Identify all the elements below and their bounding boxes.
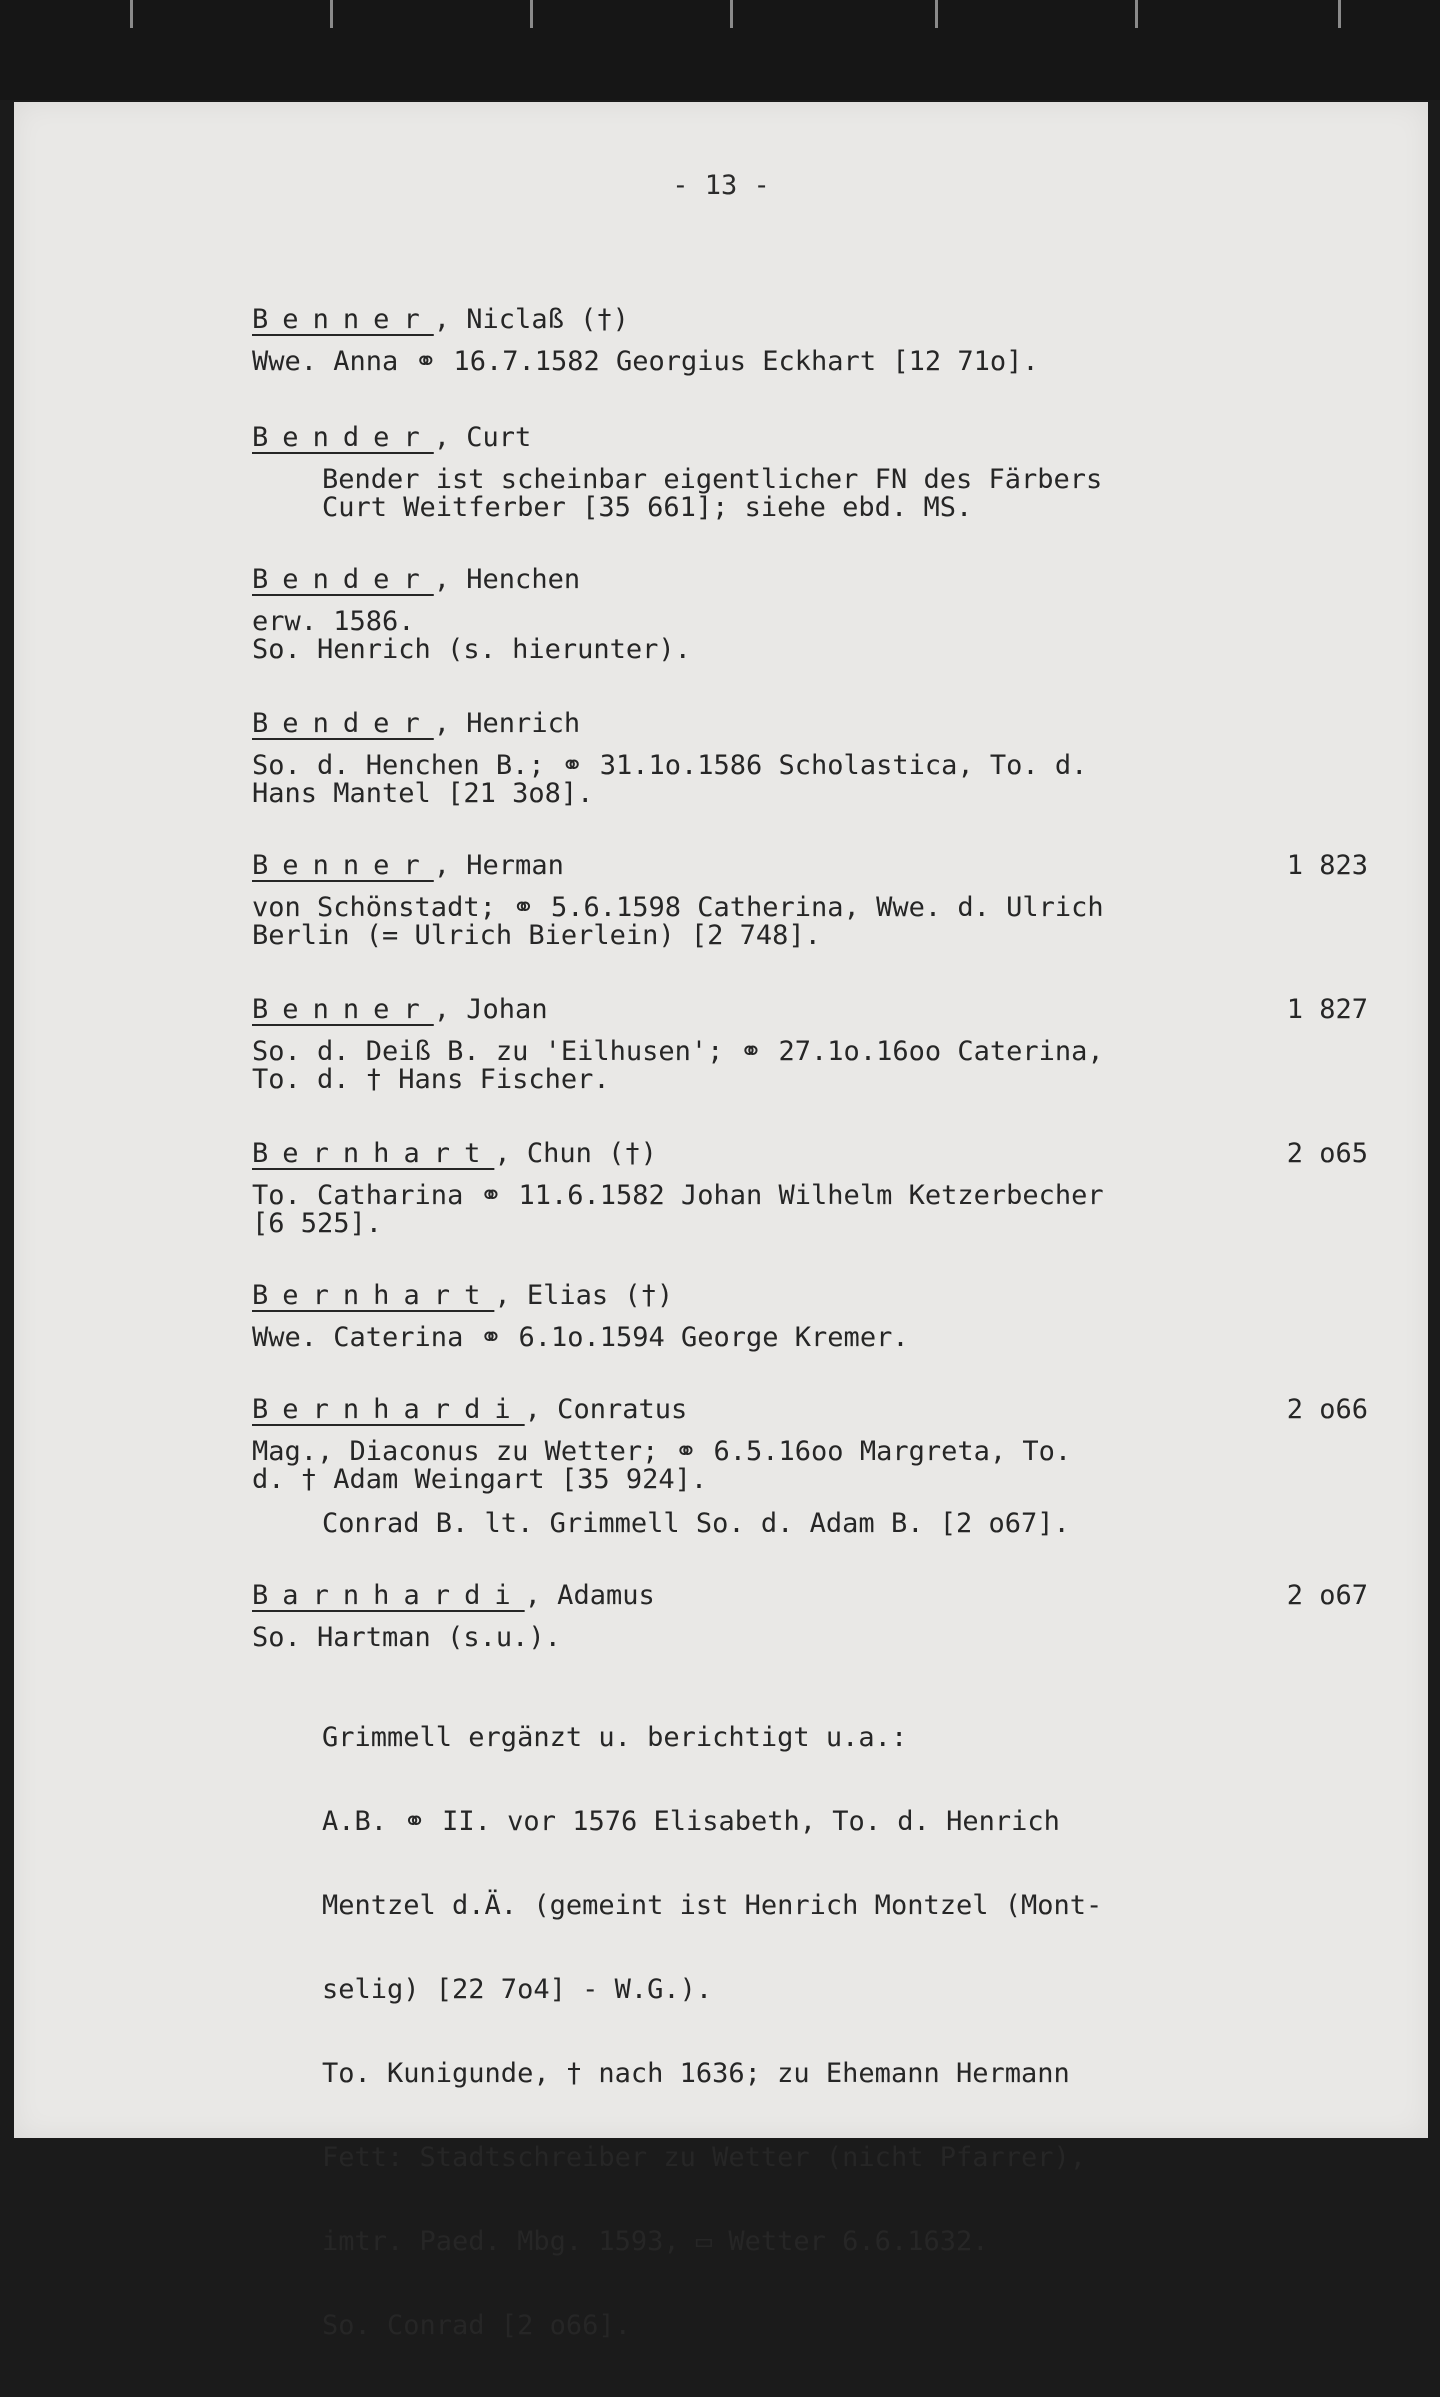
text-line: To. Catharina ⚭ 11.6.1582 Johan Wilhelm Ketzerbecher [252,1180,1104,1211]
film-tick [330,0,333,28]
text-line: So. d. Deiß B. zu 'Eilhusen'; ⚭ 27.1o.16oo Caterina, [252,1036,1104,1067]
film-tick [1135,0,1138,28]
entry-text: Wwe. Anna ⚭ 16.7.1582 Georgius Eckhart [12 71o]. [252,346,1039,377]
surname: Bernhardi [252,1394,525,1425]
given-name: , Herman [433,850,564,881]
text-line: Mag., Diaconus zu Wetter; ⚭ 6.5.16oo Margreta, To. [252,1436,1072,1467]
entry-heading [252,1578,1382,1614]
entry-note: Conrad B. lt. Grimmell So. d. Adam B. [2 o67]. [322,1508,1070,1539]
text-line: d. † Adam Weingart [35 924]. [252,1464,708,1495]
given-name: , Johan [433,994,548,1025]
entry-heading [252,992,1382,1028]
entry-text [252,1438,1382,1494]
surname: Bernhart [252,1138,495,1169]
text-line: To. d. † Hans Fischer. [252,1064,610,1095]
given-name: , Henchen [433,564,581,595]
note-line: Fett: Stadtschreiber zu Wetter (nicht Pfarrer), [322,2142,1087,2173]
text-line: So. d. Henchen B.; ⚭ 31.1o.1586 Scholastica, To. d. [252,750,1088,781]
document-page [14,102,1428,2341]
entry-heading [252,420,1382,456]
given-name: , Chun (†) [494,1138,657,1169]
film-tick [130,0,133,28]
text-line: von Schönstadt; ⚭ 5.6.1598 Catherina, Wwe. d. Ulrich [252,892,1104,923]
entry-text: So. Hartman (s.u.). [252,1622,561,1653]
note-line: To. Kunigunde, † nach 1636; zu Ehemann Hermann [322,2058,1070,2089]
note-line: imtr. Paed. Mbg. 1593, ▭ Wetter 6.6.1632. [322,2226,989,2257]
entry-benner-herman [252,848,1382,950]
surname: Bernhart [252,1280,495,1311]
entry-bernhardi-conratus [252,1392,1382,1538]
given-name: , Niclaß (†) [433,304,629,335]
note-line: Mentzel d.Ä. (gemeint ist Henrich Montzel (Mont- [322,1890,1103,1921]
entry-benner-johan [252,992,1382,1094]
reference-number: 2 o66 [1286,1394,1368,1425]
entry-text: Wwe. Caterina ⚭ 6.1o.1594 George Kremer. [252,1322,909,1353]
entry-heading [252,1392,1382,1428]
reference-number: 1 827 [1286,994,1368,1025]
surname: Bender [252,708,434,739]
note-line: Bender ist scheinbar eigentlicher FN des Färbers [322,464,1103,495]
entry-bernhart-chun [252,1136,1382,1238]
text-line: [6 525]. [252,1208,383,1239]
surname: Benner [252,304,434,335]
entry-note [322,466,1382,522]
film-tick [530,0,533,28]
entry-heading [252,1278,1382,1314]
text-line: So. Henrich (s. hierunter). [252,634,691,665]
given-name: , Conratus [524,1394,688,1425]
entry-bernhart-elias [252,1278,1382,1352]
reference-number: 2 o67 [1286,1580,1368,1611]
given-name: , Adamus [524,1580,655,1611]
entry-note [322,1668,1382,2396]
film-tick [935,0,938,28]
entry-bender-henchen [252,562,1382,664]
text-line: Berlin (= Ulrich Bierlein) [2 748]. [252,920,821,951]
entry-heading [252,848,1382,884]
entry-heading [252,706,1382,742]
surname: Barnhardi [252,1580,525,1611]
reference-number: 2 o65 [1286,1138,1368,1169]
film-strip [0,0,1440,100]
entry-barnhardi-adamus [252,1578,1382,2396]
note-line: selig) [22 7o4] - W.G.). [322,1974,713,2005]
film-tick [730,0,733,28]
entry-benner-niclass [252,302,1382,376]
given-name: , Curt [433,422,532,453]
reference-number: 1 823 [1286,850,1368,881]
note-line: A.B. ⚭ II. vor 1576 Elisabeth, To. d. Henrich [322,1806,1060,1837]
text-line: erw. 1586. [252,606,415,637]
entry-heading [252,302,1382,338]
text-line: Hans Mantel [21 3o8]. [252,778,594,809]
note-line: Grimmell ergänzt u. berichtigt u.a.: [322,1722,908,1753]
page-number: - 13 - [672,170,770,201]
entry-text [252,1182,1382,1238]
entry-text [252,894,1382,950]
entry-heading [252,1136,1382,1172]
film-tick [1338,0,1341,28]
entry-text [252,608,1382,664]
given-name: , Elias (†) [494,1280,674,1311]
surname: Bender [252,564,434,595]
note-line: So. Conrad [2 o66]. [322,2310,631,2341]
given-name: , Henrich [433,708,581,739]
surname: Benner [252,994,434,1025]
entry-bender-henrich [252,706,1382,808]
entry-bender-curt [252,420,1382,522]
note-line: Curt Weitferber [35 661]; siehe ebd. MS. [322,492,973,523]
surname: Bender [252,422,434,453]
entry-text [252,752,1382,808]
entry-heading [252,562,1382,598]
surname: Benner [252,850,434,881]
entry-text [252,1038,1382,1094]
